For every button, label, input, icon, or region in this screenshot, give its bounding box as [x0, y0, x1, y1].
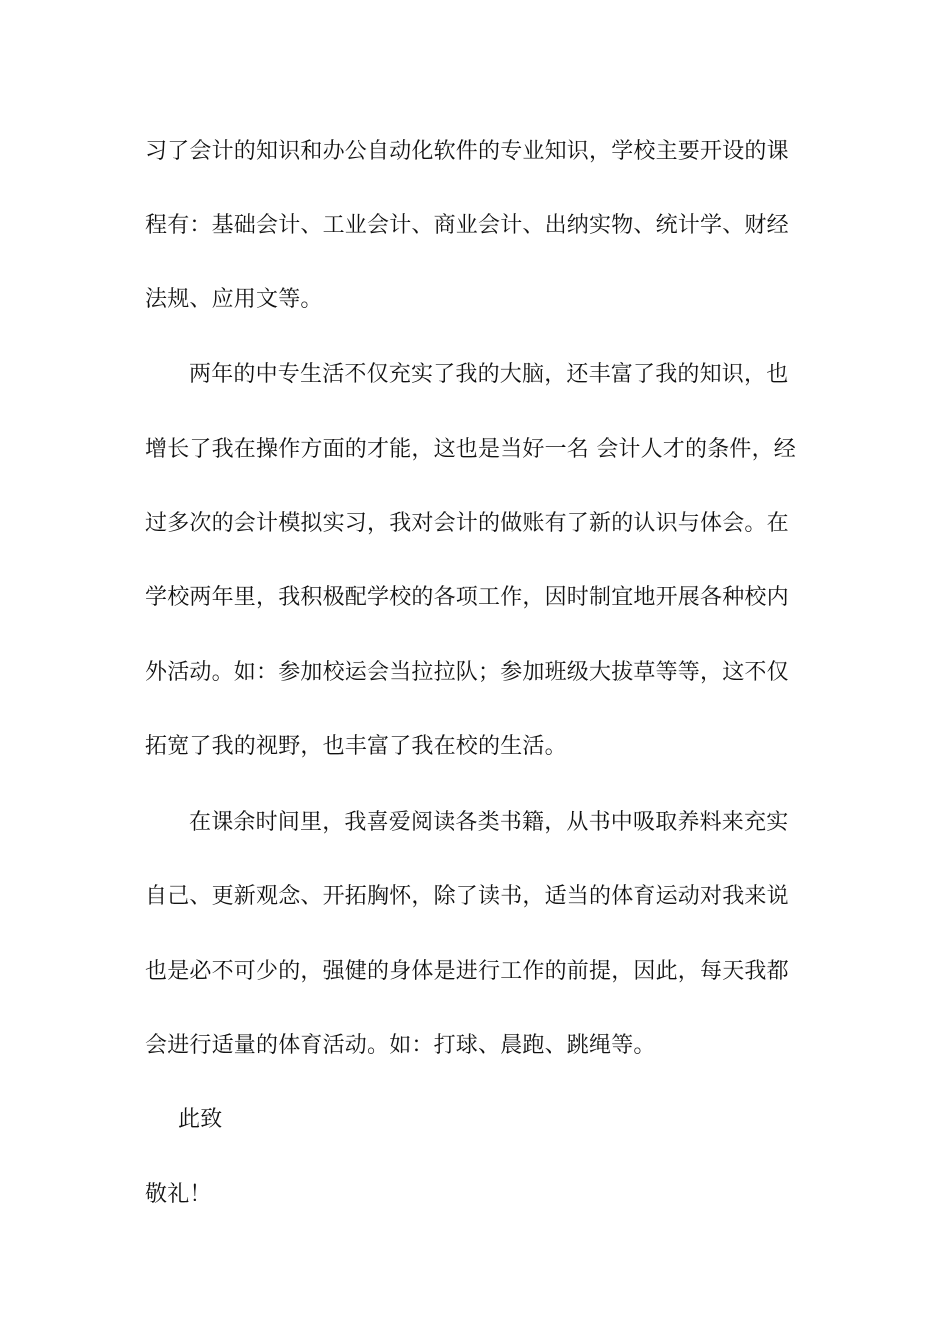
text-line: 习了会计的知识和办公自动化软件的专业知识，学校主要开设的课	[145, 139, 789, 164]
text-line: 会进行适量的体育活动。如：打球、晨跑、跳绳等。	[145, 1033, 656, 1058]
text-line: 拓宽了我的视野，也丰富了我在校的生活。	[145, 734, 567, 759]
text-line: 外活动。如：参加校运会当拉拉队；参加班级大拔草等等，这不仅	[145, 660, 789, 685]
text-line: 增长了我在操作方面的才能，这也是当好一名 会计人才的条件，经	[145, 437, 796, 462]
salutation-text: 敬礼！	[145, 1182, 212, 1207]
text-line: 也是必不可少的，强健的身体是进行工作的前提，因此，每天我都	[145, 959, 789, 984]
paragraph-first-line: 两年的中专生活不仅充实了我的大脑，还丰富了我的知识，也	[189, 362, 789, 387]
text-line: 程有：基础会计、工业会计、商业会计、出纳实物、统计学、财经	[145, 213, 789, 238]
paragraph-first-line: 在课余时间里，我喜爱阅读各类书籍，从书中吸取养料来充实	[189, 810, 789, 835]
closing-text: 此致	[178, 1107, 223, 1132]
text-line: 自己、更新观念、开拓胸怀，除了读书，适当的体育运动对我来说	[145, 884, 789, 909]
text-line: 学校两年里，我积极配学校的各项工作，因时制宜地开展各种校内	[145, 585, 789, 610]
text-line: 法规、应用文等。	[145, 287, 323, 312]
text-line: 过多次的会计模拟实习，我对会计的做账有了新的认识与体会。在	[145, 511, 789, 536]
